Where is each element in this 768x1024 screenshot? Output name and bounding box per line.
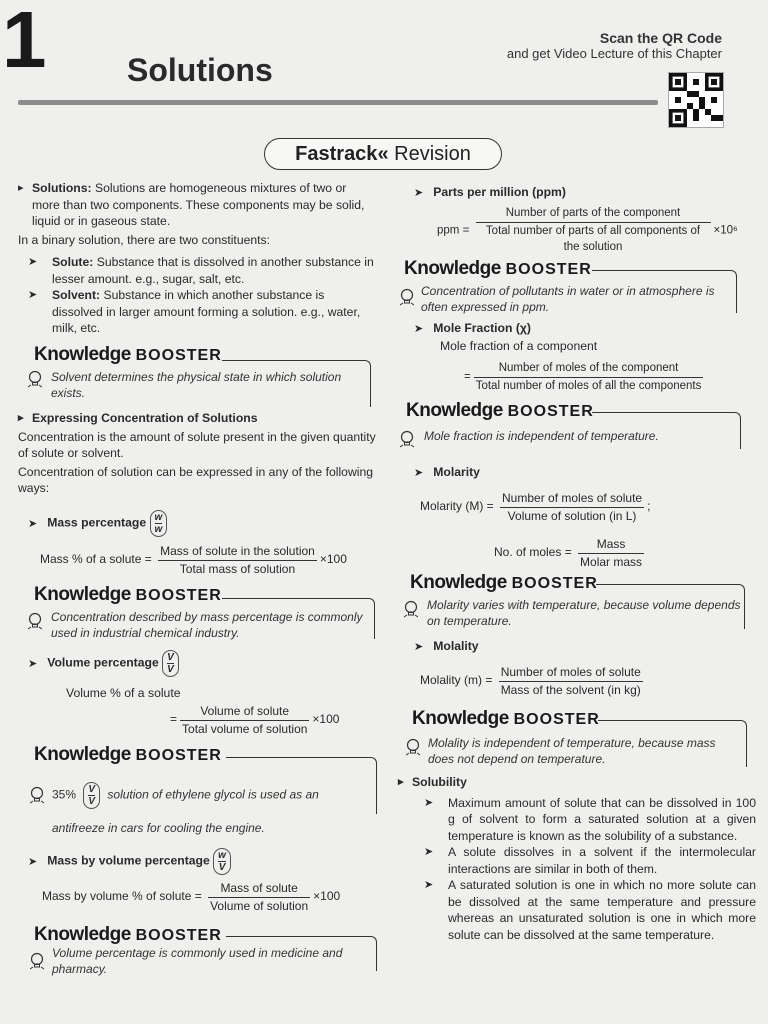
- molality-heading: Molality: [433, 639, 479, 653]
- kb-booster-word: BOOSTER: [505, 261, 592, 278]
- mass-percent-equation: [40, 543, 347, 577]
- kb3-percent: 35%: [52, 787, 77, 802]
- knowledge-booster-3: [34, 744, 222, 766]
- ppm-multiplier: ×10⁶: [713, 224, 738, 237]
- moles-equation: [494, 536, 647, 570]
- solubility-section: [398, 774, 756, 943]
- molality-lhs: Molality (m) =: [420, 673, 493, 688]
- kb-booster-word: BOOSTER: [135, 587, 222, 604]
- vol-eq-times100: ×100: [312, 712, 340, 727]
- bulb-icon: [30, 952, 44, 970]
- binary-text: In a binary solution, there are two constituents:: [18, 232, 271, 247]
- mbv-eq-denominator: Volume of solution: [210, 898, 309, 913]
- w-over-v-symbol: [213, 848, 231, 875]
- kb2-text: Concentration described by mass percentage is commonly used in industrial chemical industry.: [51, 610, 363, 640]
- w-over-w-symbol: [150, 510, 168, 537]
- mole-fraction-item: ➤ Mole Fraction (χ): [414, 321, 531, 335]
- v-top: V: [88, 784, 96, 795]
- v-over-v-symbol: [83, 782, 100, 809]
- fastrack-word: Fastrack: [295, 143, 378, 165]
- molarity-denominator: Volume of solution (in L): [507, 508, 637, 523]
- v-top: V: [167, 652, 174, 663]
- vol-eq-denominator: Total volume of solution: [182, 721, 308, 736]
- expressing-heading: ▸ Expressing Concentration of Solutions: [18, 410, 376, 427]
- molarity-lhs: Molarity (M) =: [420, 499, 494, 514]
- bulb-icon: [30, 786, 44, 804]
- molality-numerator: Number of moles of solute: [499, 664, 643, 682]
- mass-eq-lhs: Mass % of a solute =: [40, 552, 152, 567]
- kb-knowledge-word: Knowledge: [34, 584, 131, 605]
- mass-by-volume-equation: [42, 880, 340, 914]
- chapter-number: 1: [2, 0, 47, 84]
- kb-knowledge-word: Knowledge: [34, 344, 131, 365]
- solubility-point-1: ➤ Maximum amount of solute that can be dissolved in 100 g of solvent to form a saturated solution at a given temperature is known as the solubility of a substance.: [424, 795, 756, 843]
- kb5-text: Concentration of pollutants in water or in atmosphere is often expressed in ppm.: [421, 284, 715, 314]
- molality-equation: [420, 664, 646, 698]
- kb-title: [34, 344, 222, 366]
- mass-by-volume-item: ➤ Mass by volume percentage $\frac{w}{V}$: [28, 848, 231, 875]
- solvent-item: ➤ Solvent: Substance in which another substance is dissolved in larger amount forming a solution. e.g., water, milk, etc.: [28, 288, 361, 335]
- molality-denominator: Mass of the solvent (in kg): [500, 682, 641, 697]
- kb-knowledge-word: Knowledge: [404, 258, 501, 279]
- v-bottom: V: [167, 664, 174, 675]
- mbv-eq-numerator: Mass of solute: [208, 880, 310, 898]
- solubility-point-2: ➤ A solute dissolves in a solvent if the intermolecular interactions are similar in both of them.: [424, 845, 756, 876]
- kb-booster-word: BOOSTER: [135, 347, 222, 364]
- chapter-title: Solutions: [127, 52, 273, 88]
- bulb-icon: [404, 600, 418, 618]
- solutions-text: Solutions are homogeneous mixtures of two or more than two components. These components may be solid, liquid or in gaseous state.: [32, 181, 365, 228]
- kb8-text: Molality is independent of temperature, because mass does not depend on temperature.: [428, 736, 716, 766]
- solutions-section: [18, 180, 374, 337]
- w-bottom: w: [154, 524, 163, 535]
- w-top: w: [218, 850, 226, 861]
- mf-numerator: Number of moles of the component: [474, 360, 704, 378]
- molality-item: ➤ Molality: [414, 639, 479, 653]
- expressing-text-2: Concentration of solution can be expressed in any of the following ways:: [18, 464, 374, 495]
- bulb-icon: [28, 370, 42, 388]
- kb3-text-c: antifreeze in cars for cooling the engine.: [52, 821, 265, 835]
- kb-knowledge-word: Knowledge: [34, 924, 131, 945]
- mass-eq-denominator: Total mass of solution: [179, 561, 296, 576]
- mole-fraction-equation: = $\frac{\text{Number of moles of the component}}{\text{Total number of moles of all the components}}$: [464, 360, 706, 394]
- moles-lhs: No. of moles =: [494, 545, 572, 560]
- moles-denominator: Molar mass: [580, 554, 643, 569]
- solubility-point-3: ➤ A saturated solution is one in which no more solute can be dissolved at the same temperature and pressure whereas an unsaturated solution is one in which more solute can be dissolved at the same temperature.: [424, 878, 756, 942]
- solubility-point-1-text: Maximum amount of solute that can be dissolved in 100 g of solvent to form a saturated solution at a given temperature is known as the solubility of a substance.: [448, 795, 756, 843]
- ppm-numerator: Number of parts of the component: [476, 205, 711, 223]
- mass-by-volume-heading: Mass by volume percentage: [47, 853, 210, 868]
- kb-knowledge-word: Knowledge: [412, 708, 509, 729]
- solubility-heading: ▸ Solubility: [398, 774, 756, 791]
- header-rule: [18, 100, 658, 105]
- kb-booster-word: BOOSTER: [507, 403, 594, 420]
- mass-percentage-item: ➤ Mass percentage $\frac{w}{w}$: [28, 510, 167, 537]
- mass-percentage-heading: Mass percentage: [47, 515, 147, 530]
- ppm-equation: [437, 205, 738, 256]
- v-bottom: V: [88, 796, 96, 807]
- molarity-equation: Molarity (M) = $\frac{\text{Number of moles of solute}}{\text{Volume of solution (in L)}}$ ;: [420, 491, 651, 523]
- expressing-section: [18, 410, 376, 497]
- kb1-text: Solvent determines the physical state in which solution exists.: [51, 370, 342, 400]
- molarity-numerator: Number of moles of solute: [500, 490, 644, 508]
- ppm-denominator: Total number of parts of all components of the solution: [485, 224, 701, 253]
- mf-denominator: Total number of moles of all the components: [475, 379, 702, 392]
- kb-knowledge-word: Knowledge: [34, 744, 131, 765]
- revision-word: Revision: [394, 143, 471, 165]
- knowledge-booster-4: [34, 924, 222, 946]
- kb-booster-word: BOOSTER: [513, 711, 600, 728]
- mole-fraction-text: Mole fraction of a component: [440, 339, 598, 353]
- solutions-heading: Solutions:: [32, 181, 92, 195]
- kb-knowledge-word: Knowledge: [406, 400, 503, 421]
- kb-booster-word: BOOSTER: [135, 927, 222, 944]
- fastrack-symbol: «: [377, 143, 389, 165]
- qr-code-icon[interactable]: [668, 72, 724, 128]
- knowledge-booster-6: [406, 400, 594, 422]
- v-bottom: V: [218, 862, 226, 873]
- volume-percentage-item: ➤ Volume percentage $\frac{V}{V}$: [28, 650, 179, 677]
- vol-eq-numerator: Volume of solute: [180, 703, 309, 721]
- mass-eq-times100: ×100: [319, 552, 347, 567]
- kb7-text: Molarity varies with temperature, because volume depends on temperature.: [427, 598, 741, 628]
- bulb-icon: [406, 738, 420, 756]
- qr-caption-line1: Scan the QR Code: [599, 30, 722, 46]
- volume-percent-equation: = $\frac{\text{Volume of solute}}{\text{Total volume of solution}}$ ×100: [170, 704, 340, 736]
- kb6-text: Mole fraction is independent of temperature.: [424, 429, 659, 443]
- v-over-v-symbol: [162, 650, 179, 677]
- volume-percentage-heading: Volume percentage: [47, 655, 159, 670]
- ppm-heading: Parts per million (ppm): [433, 185, 566, 199]
- knowledge-booster-2: [34, 584, 222, 606]
- mole-fraction-heading: Mole Fraction (χ): [433, 321, 531, 335]
- mbv-eq-times100: ×100: [313, 889, 341, 904]
- kb4-text: Volume percentage is commonly used in medicine and pharmacy.: [52, 946, 343, 976]
- knowledge-booster-5: [404, 258, 592, 280]
- solvent-heading: Solvent:: [52, 288, 101, 302]
- solubility-point-3-text: A saturated solution is one in which no more solute can be dissolved at the same temperature and pressure whereas an unsaturated solution is one in which more solute can be dissolved at the same temperature.: [448, 878, 756, 942]
- solute-heading: Solute:: [52, 255, 94, 269]
- kb-knowledge-word: Knowledge: [410, 572, 507, 593]
- bulb-icon: [400, 288, 414, 306]
- solute-text: Substance that is dissolved in another substance in lesser amount. e.g., sugar, salt, etc.: [52, 255, 374, 286]
- expressing-text-1: Concentration is the amount of solute present in the given quantity of solute or solvent.: [18, 429, 376, 460]
- bulb-icon: [28, 612, 42, 630]
- moles-numerator: Mass: [578, 536, 644, 554]
- molarity-item: ➤ Molarity: [414, 465, 480, 479]
- knowledge-booster-7: [410, 572, 598, 594]
- qr-caption: [507, 30, 722, 62]
- fastrack-revision-banner: [264, 138, 502, 170]
- volume-eq-lhs: Volume % of a solute: [66, 686, 181, 700]
- knowledge-booster-8: [412, 708, 600, 730]
- solvent-text: Substance in which another substance is dissolved in larger amount forming a solution. e.g., water, milk, etc.: [52, 288, 361, 335]
- kb-booster-word: BOOSTER: [135, 747, 222, 764]
- mass-eq-numerator: Mass of solute in the solution: [158, 543, 317, 561]
- knowledge-booster-1: [34, 344, 222, 366]
- kb3-text: [52, 782, 378, 809]
- solute-item: ➤ Solute: Substance that is dissolved in another substance in lesser amount. e.g., sugar, salt, etc.: [28, 255, 374, 286]
- ppm-item: ➤ Parts per million (ppm): [414, 185, 566, 199]
- kb3-text-b: solution of ethylene glycol is used as an: [107, 787, 319, 802]
- qr-caption-line2: and get Video Lecture of this Chapter: [506, 46, 722, 61]
- kb-booster-word: BOOSTER: [511, 575, 598, 592]
- w-top: w: [154, 512, 163, 523]
- ppm-lhs: ppm =: [437, 224, 470, 237]
- bulb-icon: [400, 430, 414, 448]
- mbv-eq-lhs: Mass by volume % of solute =: [42, 889, 202, 904]
- molarity-heading: Molarity: [433, 465, 480, 479]
- solutions-paragraph: [18, 180, 374, 230]
- solubility-point-2-text: A solute dissolves in a solvent if the intermolecular interactions are similar in both of them.: [448, 845, 756, 876]
